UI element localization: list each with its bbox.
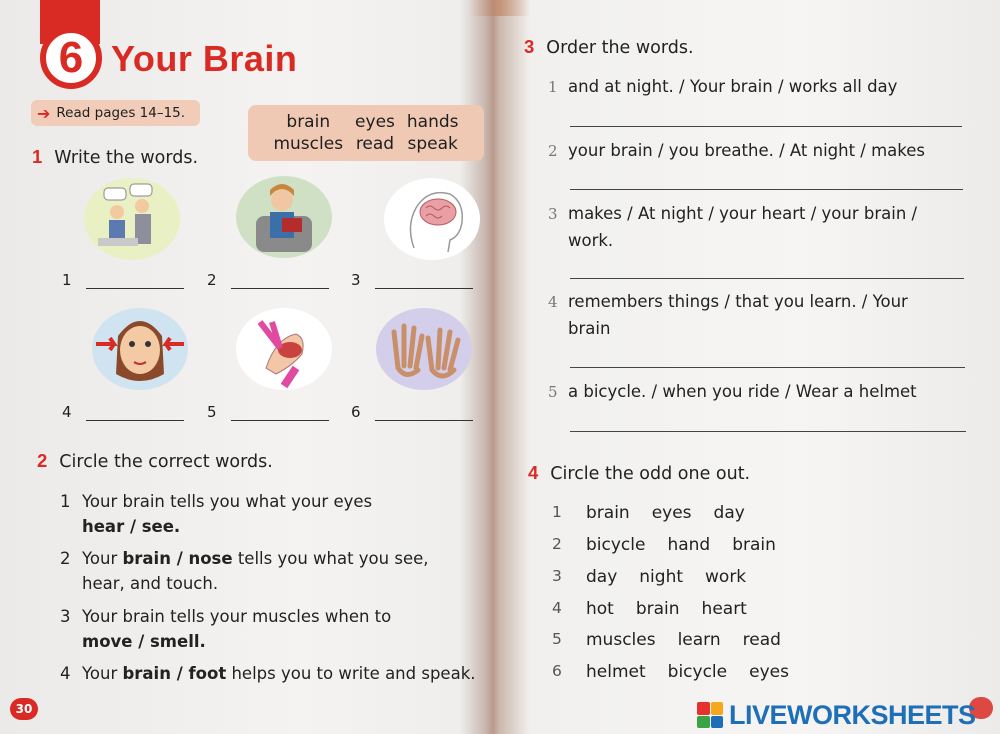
section-title-text: Order the words. — [546, 38, 694, 58]
spine-stain — [470, 0, 530, 16]
scrambled-words: brain — [568, 319, 611, 338]
odd-word[interactable]: eyes — [749, 662, 789, 682]
answer-blank-4[interactable] — [62, 403, 184, 421]
item-number: 6 — [552, 662, 562, 680]
answer-line[interactable] — [86, 407, 184, 421]
word-box-item: muscles — [273, 134, 344, 154]
odd-word[interactable]: hand — [667, 535, 711, 555]
liveworksheets-watermark — [697, 700, 976, 730]
liveworksheets-logo-icon — [697, 702, 723, 728]
choice-options[interactable]: brain / foot — [122, 664, 227, 683]
section-2-title — [37, 450, 273, 472]
answer-line[interactable] — [375, 407, 473, 421]
odd-word[interactable]: muscles — [586, 630, 656, 650]
item-number: 5 — [207, 403, 217, 421]
odd-word[interactable]: day — [713, 503, 745, 523]
answer-blank-3[interactable] — [351, 271, 473, 289]
order-item-5 — [548, 378, 917, 406]
item-number: 2 — [60, 549, 71, 568]
odd-word[interactable]: brain — [635, 599, 680, 619]
item-number: 2 — [552, 535, 562, 553]
item-number: 1 — [552, 503, 562, 521]
picture-hands — [376, 308, 472, 390]
answer-line[interactable] — [231, 407, 329, 421]
odd-one-out-row-1 — [552, 503, 745, 523]
section-number: 1 — [32, 146, 43, 167]
odd-one-out-row-6 — [552, 662, 789, 682]
word-box-item: brain — [286, 112, 331, 132]
order-item-4 — [548, 288, 908, 342]
item-number: 3 — [60, 607, 71, 626]
circle-item-4 — [60, 661, 476, 686]
item-number: 1 — [548, 78, 558, 96]
odd-word[interactable]: brain — [586, 503, 630, 523]
answer-line[interactable] — [86, 275, 184, 289]
odd-word[interactable]: bicycle — [667, 662, 728, 682]
circle-item-1 — [60, 489, 372, 539]
answer-line[interactable] — [570, 278, 964, 279]
answer-blank-6[interactable] — [351, 403, 473, 421]
sentence-text: Your — [82, 664, 123, 683]
section-number: 4 — [528, 462, 539, 483]
odd-word[interactable]: eyes — [651, 503, 692, 523]
odd-word[interactable]: read — [742, 630, 781, 650]
sentence-text: hear, and touch. — [82, 574, 219, 593]
choice-options[interactable]: move / smell. — [82, 632, 206, 651]
section-4-title — [528, 462, 750, 484]
read-pages-tag — [31, 100, 200, 126]
item-number: 1 — [60, 492, 71, 511]
answer-line[interactable] — [570, 189, 963, 190]
odd-word[interactable]: learn — [677, 630, 721, 650]
item-number: 4 — [60, 664, 71, 683]
picture-reading-girl — [236, 176, 332, 258]
item-number: 4 — [62, 403, 72, 421]
scrambled-words: your brain / you breathe. / At night / makes — [568, 141, 925, 160]
section-title-text: Circle the correct words. — [59, 452, 273, 472]
picture-talking-people — [84, 178, 180, 260]
item-number: 6 — [351, 403, 361, 421]
scrambled-words: a bicycle. / when you ride / Wear a helmet — [568, 382, 917, 401]
picture-eyes — [92, 308, 188, 390]
item-number: 4 — [552, 599, 562, 617]
word-box-item: read — [355, 134, 395, 154]
word-box-item: eyes — [355, 112, 395, 132]
item-number: 1 — [62, 271, 72, 289]
answer-line[interactable] — [570, 367, 965, 368]
scrambled-words: remembers things / that you learn. / Your — [568, 292, 908, 311]
arrow-left-icon: ➔ — [37, 103, 51, 123]
order-item-1 — [548, 73, 897, 101]
order-item-2 — [548, 137, 925, 165]
answer-line[interactable] — [231, 275, 329, 289]
item-number: 5 — [548, 383, 558, 401]
odd-word[interactable]: helmet — [586, 662, 646, 682]
unit-title: Your Brain — [111, 38, 298, 79]
answer-line[interactable] — [570, 431, 966, 432]
choice-options[interactable]: brain / nose — [122, 549, 233, 568]
item-number: 2 — [548, 142, 558, 160]
answer-line[interactable] — [375, 275, 473, 289]
sentence-text: Your — [82, 549, 123, 568]
odd-word[interactable]: day — [586, 567, 618, 587]
answer-blank-2[interactable] — [207, 271, 329, 289]
word-box-item: hands — [406, 112, 459, 132]
section-title-text: Write the words. — [54, 148, 199, 168]
section-1-title — [32, 146, 198, 168]
section-title-text: Circle the odd one out. — [550, 464, 751, 484]
item-number: 5 — [552, 630, 562, 648]
odd-one-out-row-3 — [552, 567, 746, 587]
item-number: 3 — [351, 271, 361, 289]
odd-word[interactable]: bicycle — [586, 535, 646, 555]
answer-blank-5[interactable] — [207, 403, 329, 421]
sentence-text: helps you to write and speak. — [226, 664, 476, 683]
picture-muscles — [236, 308, 332, 390]
odd-word[interactable]: heart — [701, 599, 747, 619]
word-box-item: speak — [407, 134, 458, 154]
item-number: 3 — [552, 567, 562, 585]
watermark-text: LIVEWORKSHEETS — [729, 699, 976, 730]
scrambled-words: makes / At night / your heart / your brain / — [568, 204, 918, 223]
answer-line[interactable] — [570, 126, 962, 127]
sentence-text: Your brain tells your muscles when to — [82, 607, 392, 626]
word-box — [248, 105, 484, 161]
section-number: 3 — [524, 36, 535, 57]
scrambled-words: and at night. / Your brain / works all day — [568, 77, 898, 96]
odd-word[interactable]: hot — [586, 599, 614, 619]
circle-item-2 — [60, 546, 429, 596]
odd-word[interactable]: brain — [732, 535, 776, 555]
answer-blank-1[interactable] — [62, 271, 184, 289]
picture-brain — [384, 178, 480, 260]
circle-item-3 — [60, 604, 391, 654]
odd-word[interactable]: work — [705, 567, 747, 587]
item-number: 4 — [548, 293, 558, 311]
choice-options[interactable]: hear / see. — [82, 517, 181, 536]
read-pages-text: Read pages 14–15. — [56, 105, 186, 121]
sentence-text: tells you what you see, — [232, 549, 429, 568]
odd-one-out-row-4 — [552, 599, 747, 619]
order-item-3 — [548, 200, 917, 254]
odd-one-out-row-2 — [552, 535, 776, 555]
unit-number-badge: 6 — [40, 27, 102, 89]
sentence-text: Your brain tells you what your eyes — [82, 492, 373, 511]
item-number: 3 — [548, 205, 558, 223]
page-number-left: 30 — [10, 698, 38, 720]
odd-one-out-row-5 — [552, 630, 781, 650]
section-3-title — [524, 36, 694, 58]
item-number: 2 — [207, 271, 217, 289]
odd-word[interactable]: night — [639, 567, 684, 587]
scrambled-words: work. — [568, 231, 614, 250]
section-number: 2 — [37, 450, 48, 471]
